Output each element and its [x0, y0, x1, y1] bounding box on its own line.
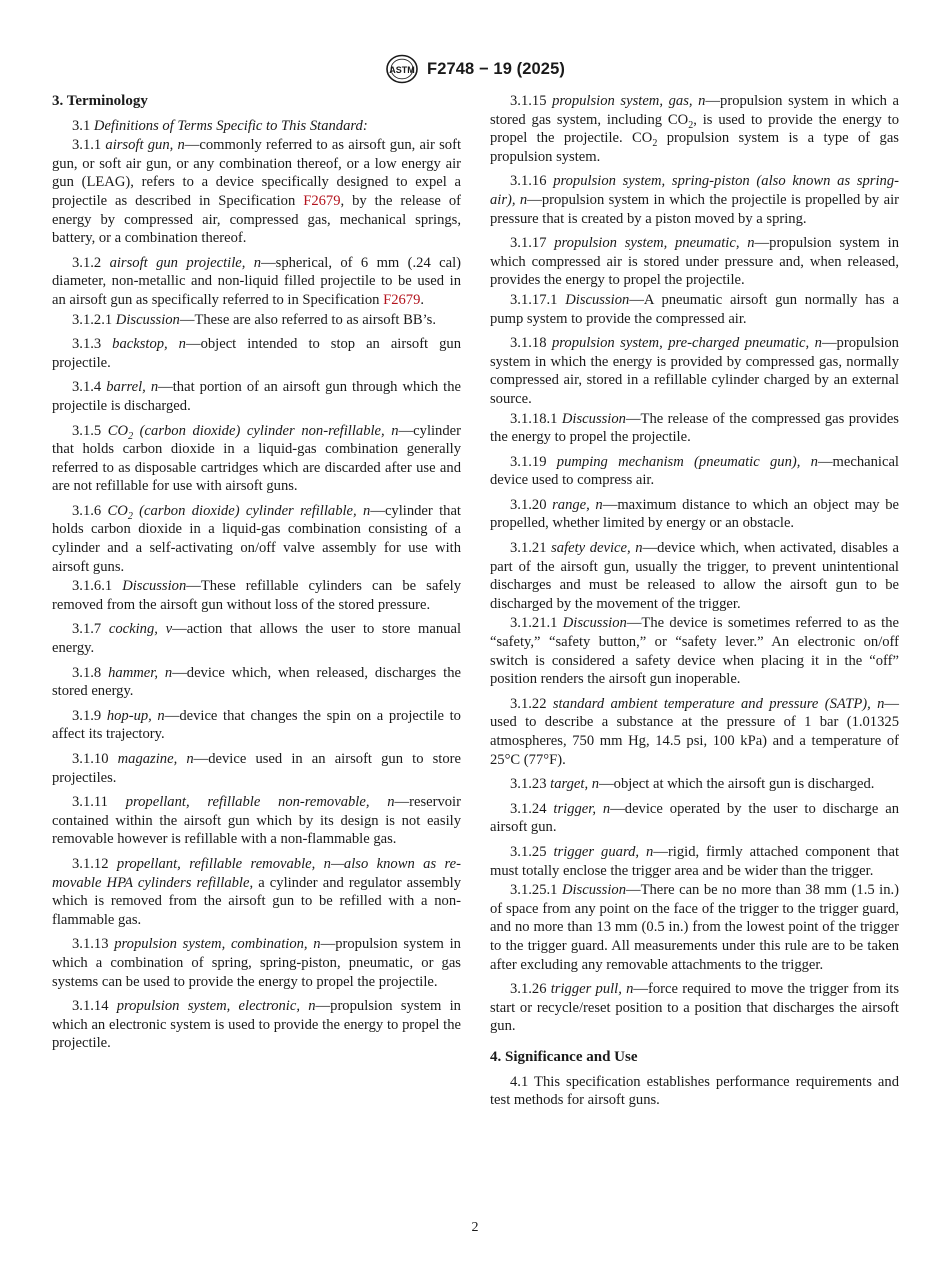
para-3-1-18: 3.1.18 propulsion system, pre-charged pneumatic, n—propulsion system in which the energy is provided by compressed gas, normally compressed air, stored in a refillable cylinder charged by an external source. [490, 335, 899, 407]
para-3-1-26: 3.1.26 trigger pull, n—force required to move the trigger from its start or recycle/reset position to a position that discharges the airsoft gun. [490, 981, 899, 1035]
para-3-1-13: 3.1.13 propulsion system, combination, n—propulsion system in which a combination of spring, spring-piston, pneumatic, or gas systems can be used to provide the energy to propel the projectile. [52, 936, 461, 990]
para-3-1-18-1: 3.1.18.1 Discussion—The release of the compressed gas provides the energy to propel the projectile. [490, 410, 899, 446]
para-3-1-12: 3.1.12 propellant, refillable removable, n—also known as re-movable HPA cylinders refillable, a cylinder and regulator assembly which is removed from the airsoft gun to be refilled with a non-flammable gas. [52, 855, 461, 928]
para-3-1-25: 3.1.25 trigger guard, n—rigid, firmly attached component that must totally enclose the trigger area and be wider than the trigger. [490, 843, 900, 879]
para-3-1-8: 3.1.8 hammer, n—device which, when released, discharges the stored energy. [52, 664, 461, 700]
para-3-1-15: 3.1.15 propulsion system, gas, n—propulsion system in which a stored gas system, including $CO_2$, is used to provide the energy to propel the projectile. $CO_2$ propulsion system is a type of gas propulsion system. [490, 93, 899, 165]
para-3-1-10: 3.1.10 magazine, n—device used in an airsoft gun to store projectiles. [52, 751, 461, 786]
section-4-title: 4. Significance and Use [490, 1048, 638, 1065]
astm-logo [385, 54, 419, 84]
para-4-1: 4.1 This specification establishes performance requirements and test methods for airsoft guns. [490, 1073, 899, 1109]
para-3-1-6: 3.1.6 $CO_2$ (carbon dioxide) cylinder refillable, n—cylinder that holds carbon dioxide in a liquid-gas combination consisting of a cylinder and a self-activating on/off valve assembly for use with airsoft guns. [52, 502, 461, 575]
para-3-1-5: 3.1.5 $CO_2$ (carbon dioxide) cylinder non-refillable, n—cylinder that holds carbon dioxide in a liquid-gas combination generally referred to as disposable cartridges which are discarded after use and are not refillable for use with airsoft guns. [52, 422, 461, 495]
standard-designation: F2748 − 19 (2025) [427, 59, 565, 78]
right-column [490, 92, 899, 1116]
page-header [0, 54, 950, 84]
para-3-1-24: 3.1.24 trigger, n—device operated by the user to discharge an airsoft gun. [490, 800, 899, 836]
left-column [52, 92, 461, 1059]
para-3-1-4: 3.1.4 barrel, n—that portion of an airsoft gun through which the projectile is discharged. [52, 379, 461, 414]
para-3-1-23: 3.1.23 target, n—object at which the airsoft gun is discharged. [510, 776, 875, 793]
para-3-1-2-1: 3.1.2.1 Discussion—These are also referred to as airsoft BB’s. [72, 311, 436, 328]
section-3-title: 3. Terminology [52, 93, 148, 109]
para-3-1-14: 3.1.14 propulsion system, electronic, n—propulsion system in which an electronic system is used to provide the energy to propel the projectile. [52, 998, 461, 1052]
para-3-1: 3.1 Definitions of Terms Specific to This Standard: [72, 117, 368, 134]
page-number: 2 [471, 1220, 479, 1235]
para-3-1-17-1: 3.1.17.1 Discussion—A pneumatic airsoft gun normally has a pump system to provide the compressed air. [490, 291, 900, 327]
para-3-1-22: 3.1.22 standard ambient temperature and pressure (SATP), n—used to describe a substance at the pressure of 1 bar (1.01325 atmospheres, 750 mm Hg, 14.5 psi, 100 kPa) and a temperature of 25°C (77°F). [490, 695, 899, 768]
para-3-1-17: 3.1.17 propulsion system, pneumatic, n—propulsion system in which compressed air is stored under pressure and, when released, provides the energy to propel the projectile. [490, 235, 899, 289]
para-3-1-9: 3.1.9 hop-up, n—device that changes the spin on a projectile to affect its trajectory. [52, 707, 461, 743]
para-3-1-2: 3.1.2 airsoft gun projectile, n—spherical, of 6 mm (.24 cal) diameter, non-metallic and non-liquid filled projectile to be used in an airsoft gun as specifically referred to in Specification F2679. [52, 254, 462, 308]
para-3-1-1: 3.1.1 airsoft gun, n—commonly referred to as airsoft gun, air soft gun, or soft air gun, or any combination thereof, or a low energy air gun (LEAG), refers to a device specifically designed to expel a projectile as described in Specification F2679, by the release of energy by compressed air, compressed gas, mechanical springs, battery, or a combination thereof. [52, 137, 462, 247]
para-3-1-21: 3.1.21 safety device, n—device which, when activated, disables a part of the airsoft gun, usually the trigger, to prevent unintentional discharges and must be released to allow the airsoft gun to be discharged by the movement of the trigger. [490, 540, 899, 612]
para-3-1-3: 3.1.3 backstop, n—object intended to stop an airsoft gun projectile. [52, 336, 461, 371]
f2679-link[interactable]: F2679 [383, 291, 421, 308]
logo-text: ASTM [389, 65, 415, 75]
para-3-1-16: 3.1.16 propulsion system, spring-piston (also known as spring-air), n—propulsion system in which the projectile is propelled by air pressure that is created by a piston moved by a spring. [490, 173, 899, 227]
para-3-1-7: 3.1.7 cocking, v—action that allows the user to store manual energy. [52, 621, 462, 657]
f2679-link[interactable]: F2679 [303, 192, 341, 209]
para-3-1-21-1: 3.1.21.1 Discussion—The device is sometimes referred to as the “safety,” “safety button,” or “safety lever.” An electronic on/off switch is considered a safety device when placing it in the “off” position renders the airsoft gun inoperable. [490, 615, 899, 688]
para-3-1-20: 3.1.20 range, n—maximum distance to which an object may be propelled, whether limited by energy or an obstacle. [490, 496, 899, 532]
para-3-1-6-1: 3.1.6.1 Discussion—These refillable cylinders can be safely removed from the airsoft gun without loss of the stored pressure. [52, 578, 461, 613]
para-3-1-11: 3.1.11 propellant, refillable non-removable, n—reservoir contained within the airsoft gun which by its design is not easily removable however is refillable with a non-flammable gas. [52, 794, 461, 848]
para-3-1-19: 3.1.19 pumping mechanism (pneumatic gun), n—mechanical device used to compress air. [490, 453, 899, 489]
para-3-1-25-1: 3.1.25.1 Discussion—There can be no more than 38 mm (1.5 in.) of space from any point on the face of the trigger to the trigger guard, and no more than 13 mm (0.5 in.) from the lowest point of the trigger to the trigger guard. All measurements under this rule are to be taken after excluding any removable attachments to the trigger. [490, 882, 899, 973]
